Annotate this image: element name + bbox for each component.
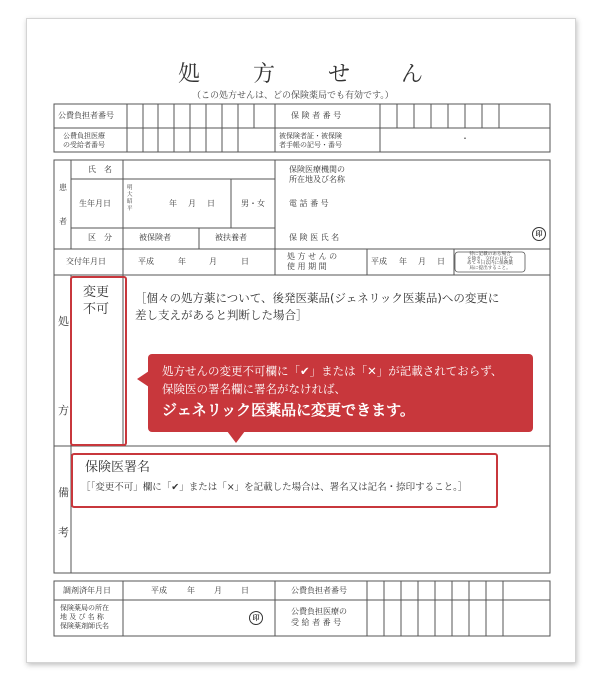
era-meiji: 明 [127, 185, 133, 191]
valid-day-unit: 日 [437, 257, 445, 266]
clinic-phone-label: 電 話 番 号 [289, 199, 329, 208]
callout-pointer-left [137, 371, 149, 387]
patient-birth-label: 生年月日 [79, 199, 111, 208]
doctor-signature-note: ［「変更不可」欄に「✔」または「×」を記載した場合は、署名又は記名・捺印すること。］ [81, 482, 468, 493]
pharmacy-recipient-label-1: 公費負担医療の [291, 607, 347, 616]
valid-month-unit: 月 [418, 257, 426, 266]
public-medical-recipient-label-1: 公費負担医療 [63, 132, 105, 140]
valid-note-line-1: 特に記載のある場合 [469, 252, 511, 257]
birth-year-unit: 年 [169, 199, 177, 208]
valid-period-label-1: 処 方 せ ん の [287, 252, 338, 261]
birth-month-unit: 月 [188, 199, 196, 208]
category-insured: 被保険者 [139, 233, 171, 242]
title-char-1: 処 [178, 62, 201, 87]
public-payer-number-label: 公費負担者番号 [58, 111, 114, 120]
patient-section-label-2: 者 [59, 217, 67, 226]
dispensed-day-unit: 日 [241, 586, 249, 595]
pharmacy-payer-label: 公費負担者番号 [291, 586, 347, 595]
callout-line-2: 保険医の署名欄に署名がなければ、 [162, 382, 346, 396]
patient-name-label: 氏 名 [88, 165, 112, 174]
issue-date-label: 交付年月日 [66, 257, 106, 266]
pharmacy-label-3: 保険薬剤師氏名 [60, 622, 109, 630]
prescription-sheet [26, 18, 576, 663]
title-char-4: ん [401, 62, 424, 87]
insurer-number-label: 保 険 者 番 号 [291, 111, 342, 120]
issue-month-unit: 月 [209, 257, 217, 266]
category-dependent: 被扶養者 [215, 233, 247, 242]
callout-line-3: ジェネリック医薬品に変更できます。 [162, 401, 415, 419]
valid-period-note [457, 253, 523, 271]
valid-note-line-4: 局に提出すること。 [469, 265, 511, 271]
clinic-address-label-1: 保険医療機関の [289, 165, 345, 174]
valid-year-unit: 年 [399, 257, 407, 266]
prescription-note-line-1: ［個々の処方薬について、後発医薬品(ジェネリック医薬品)への変更に [135, 291, 500, 305]
title-char-3: せ [328, 62, 351, 87]
patient-category-label: 区 分 [88, 233, 112, 242]
dispensed-year-unit: 年 [187, 586, 195, 595]
doctor-name-label: 保 険 医 氏 名 [289, 233, 340, 242]
era-taisho: 大 [127, 192, 133, 198]
dispensed-month-unit: 月 [214, 586, 222, 595]
valid-era: 平成 [371, 257, 387, 266]
pharmacy-label-2: 地 及 び 名 称 [60, 613, 104, 621]
valid-note-line-2: を除き、交付の日を含 [467, 256, 513, 262]
callout-line-1: 処方せんの変更不可欄に「✔」または「✕」が記載されておらず、 [162, 364, 503, 378]
pharmacist-seal-icon: 印 [249, 611, 263, 625]
generic-drug-callout [148, 354, 533, 432]
clinic-address-label-2: 所在地及び名称 [289, 175, 345, 184]
issue-year-unit: 年 [178, 257, 186, 266]
pharmacy-recipient-label-2: 受 給 者 番 号 [291, 618, 342, 627]
callout-pointer-down [227, 431, 245, 443]
doctor-signature-title: 保険医署名 [85, 460, 151, 475]
public-medical-recipient-label-2: の受給者番号 [63, 141, 105, 149]
remarks-side-label-2: 考 [58, 526, 69, 539]
valid-period-label-2: 使 用 期 間 [287, 262, 327, 271]
patient-section-label-1: 患 [59, 183, 67, 192]
no-change-label-2: 不可 [83, 302, 110, 317]
era-heisei: 平 [127, 206, 133, 212]
no-change-label-1: 変更 [83, 285, 110, 300]
prescription-side-label-1: 処 [58, 315, 69, 328]
dispensed-era: 平成 [151, 586, 167, 595]
remarks-side-label-1: 備 [58, 486, 69, 499]
doctor-seal-icon: 印 [532, 227, 546, 241]
patient-sex: 男・女 [241, 199, 265, 208]
issue-day-unit: 日 [241, 257, 249, 266]
dispensed-date-label: 調剤済年月日 [63, 586, 111, 595]
era-showa: 昭 [127, 199, 133, 205]
issue-era: 平成 [138, 257, 154, 266]
title-char-2: 方 [253, 62, 276, 87]
valid-note-line-3: めて４日以内に保険薬 [467, 261, 513, 267]
prescription-note-line-2: 差し支えがあると判断した場合］ [135, 308, 308, 322]
pharmacy-label-1: 保険薬局の所在 [60, 604, 109, 612]
birth-day-unit: 日 [207, 199, 215, 208]
insured-card-label-2: 者手帳の記号・番号 [279, 141, 342, 149]
prescription-side-label-2: 方 [58, 404, 69, 417]
insured-card-label-1: 被保険者証・被保険 [279, 132, 342, 140]
insured-card-separator: ・ [461, 134, 469, 143]
subtitle: （この処方せんは、どの保険薬局でも有効です。） [192, 91, 394, 101]
